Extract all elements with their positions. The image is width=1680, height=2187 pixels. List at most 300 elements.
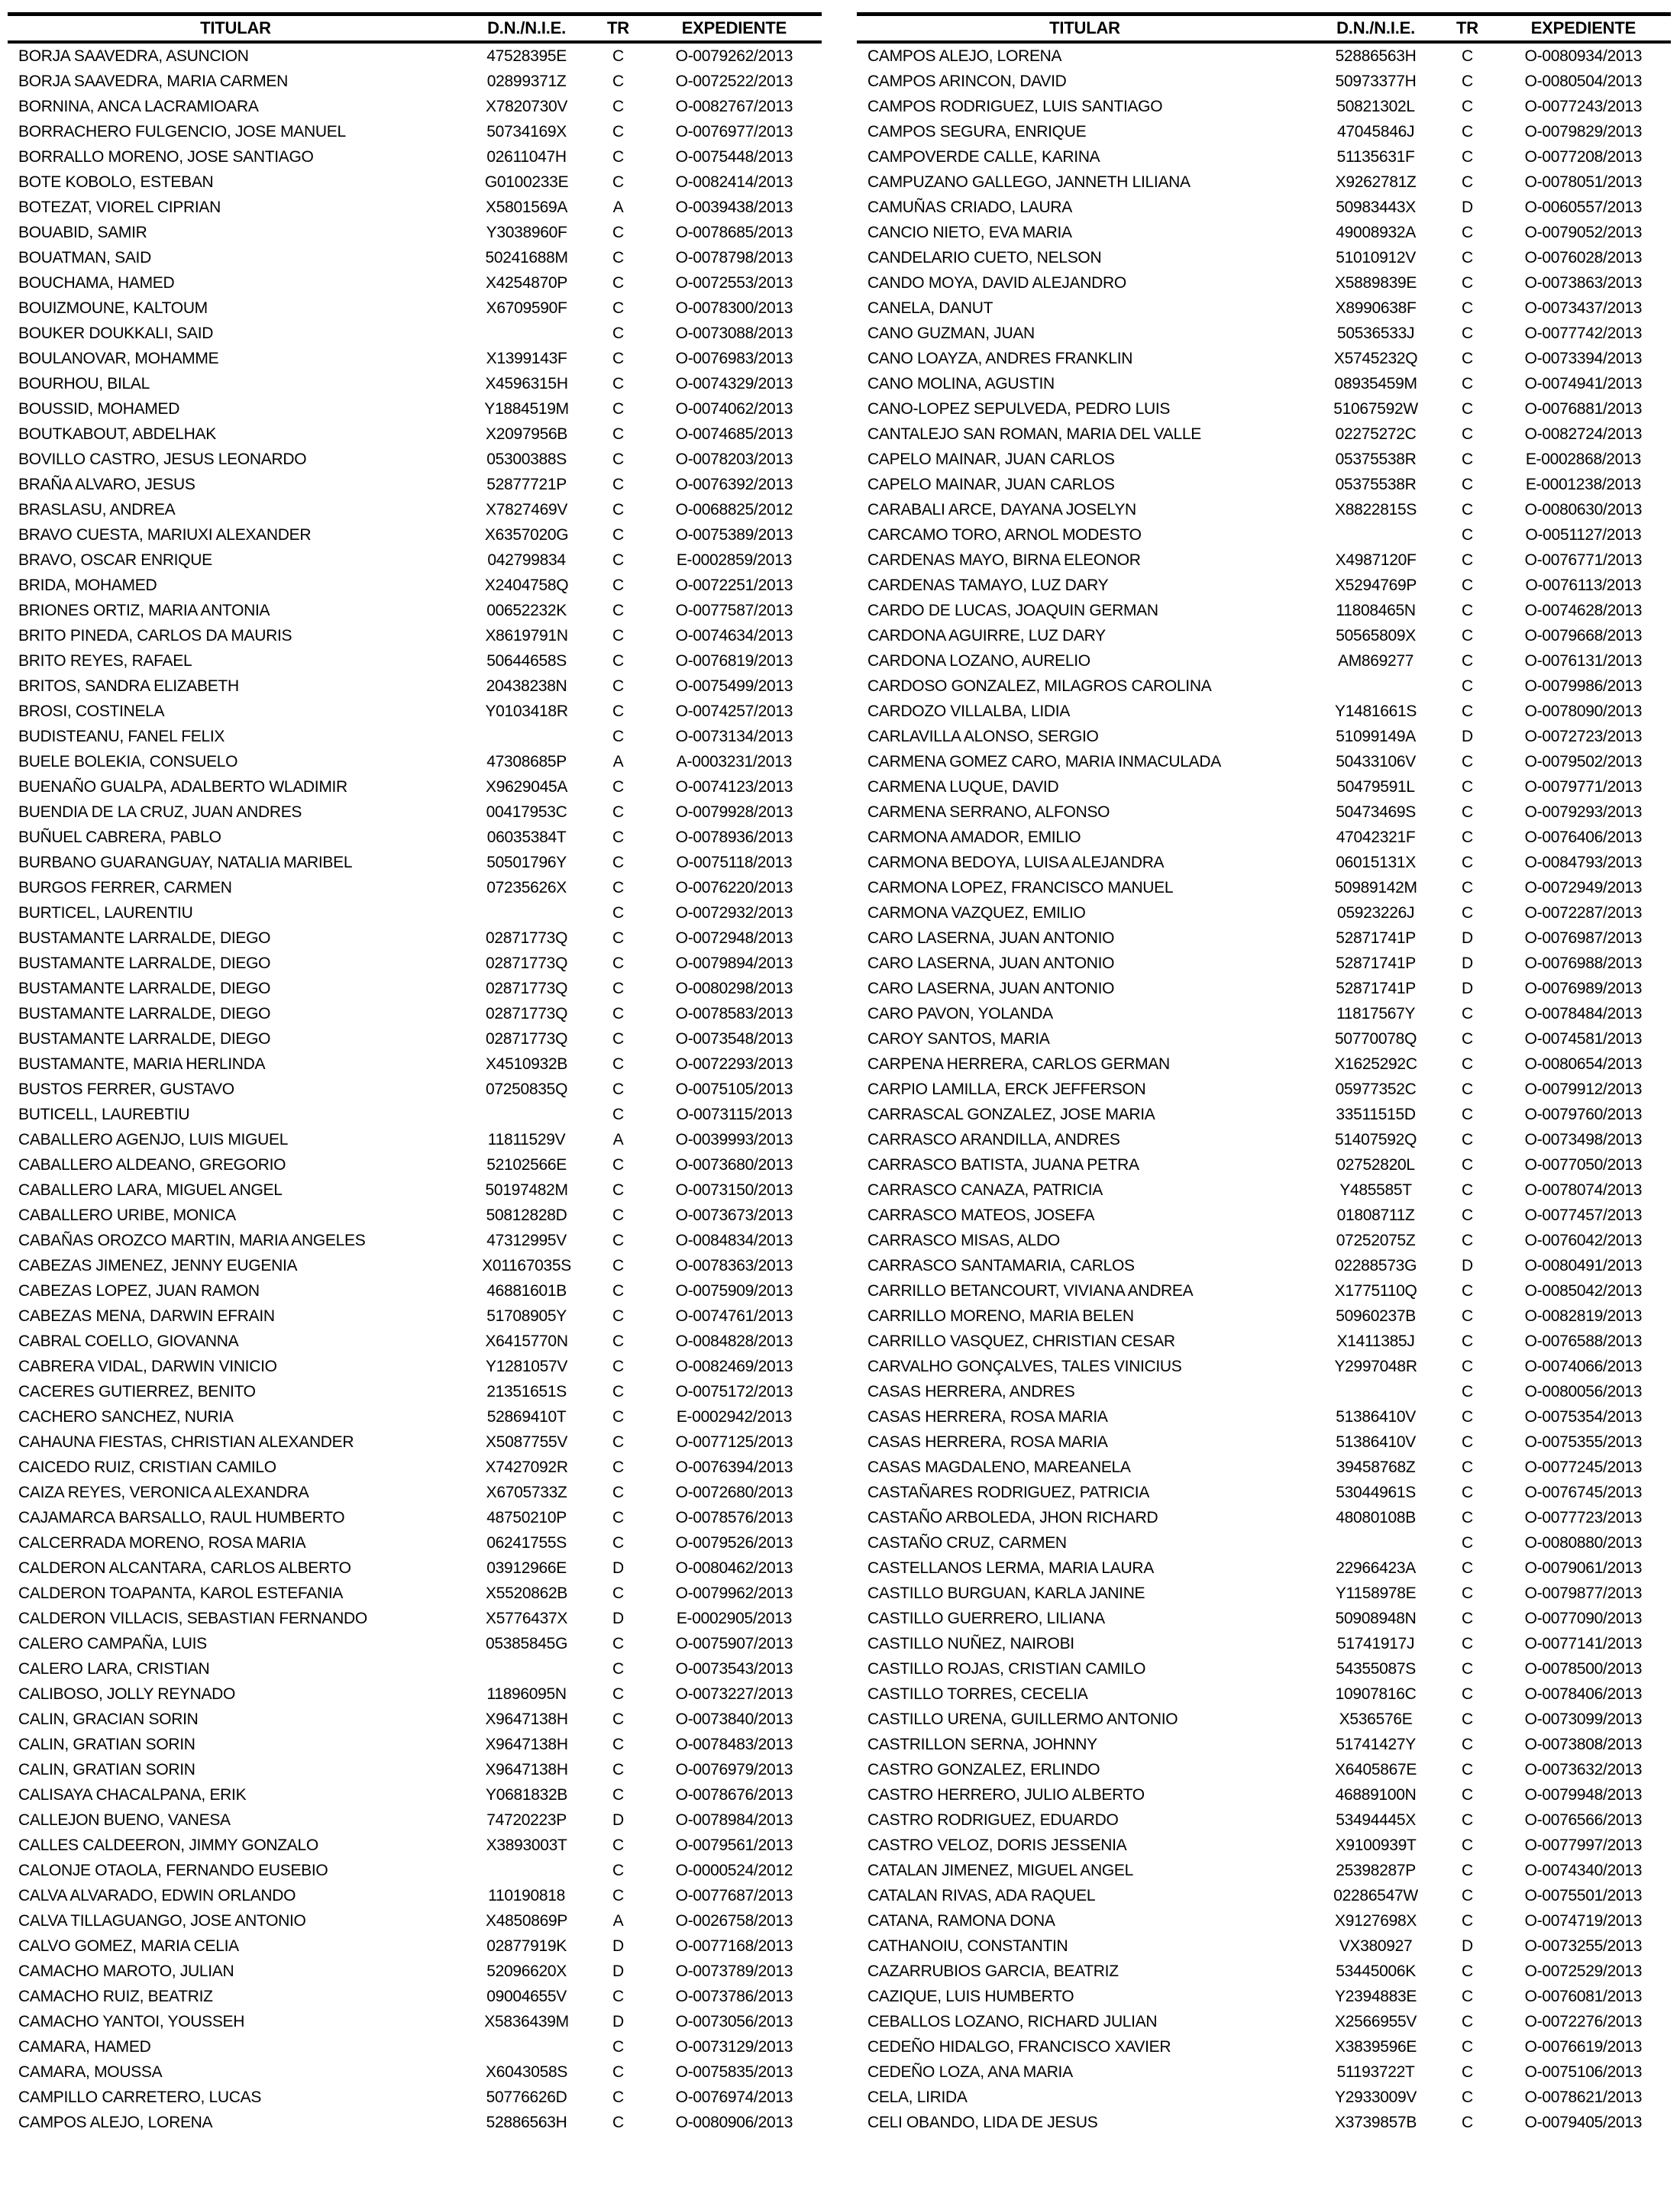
cell-titular: CARMENA GOMEZ CARO, MARIA INMACULADA bbox=[867, 752, 1221, 770]
cell-titular: CARDO DE LUCAS, JOAQUIN GERMAN bbox=[867, 601, 1158, 619]
cell-dni-nie: X6405867E bbox=[1335, 1760, 1417, 1778]
cell-expediente: O-0073129/2013 bbox=[675, 2037, 793, 2056]
cell-tr: C bbox=[612, 929, 624, 947]
cell-titular: BOTE KOBOLO, ESTEBAN bbox=[18, 173, 214, 191]
cell-titular: BRASLASU, ANDREA bbox=[18, 500, 176, 518]
table-row bbox=[8, 1707, 822, 1732]
header-row bbox=[8, 15, 822, 43]
cell-dni-nie: 52871741P bbox=[1336, 954, 1416, 972]
table-row bbox=[8, 648, 822, 674]
cell-tr: C bbox=[612, 500, 624, 518]
cell-tr: C bbox=[1462, 147, 1473, 166]
cell-tr: C bbox=[1462, 2012, 1473, 2030]
cell-tr: C bbox=[1462, 299, 1473, 317]
cell-expediente: O-0076042/2013 bbox=[1524, 1231, 1643, 1249]
cell-tr: C bbox=[612, 147, 624, 166]
cell-titular: CANCIO NIETO, EVA MARIA bbox=[867, 223, 1072, 241]
cell-titular: CAMACHO RUIZ, BEATRIZ bbox=[18, 1987, 213, 2005]
cell-titular: CALDERON ALCANTARA, CARLOS ALBERTO bbox=[18, 1559, 351, 1577]
cell-expediente: O-0073056/2013 bbox=[675, 2012, 793, 2030]
cell-expediente: O-0074685/2013 bbox=[675, 425, 793, 443]
cell-dni-nie: Y1884519M bbox=[484, 399, 569, 418]
cell-dni-nie: X9100939T bbox=[1335, 1836, 1417, 1854]
cell-expediente: O-0075118/2013 bbox=[676, 853, 793, 871]
table-row bbox=[8, 1530, 822, 1555]
cell-titular: BURTICEL, LAURENTIU bbox=[18, 903, 193, 922]
cell-tr: C bbox=[612, 1634, 624, 1652]
cell-expediente: O-0076394/2013 bbox=[675, 1458, 793, 1476]
table-row bbox=[857, 1707, 1671, 1732]
cell-expediente: O-0079829/2013 bbox=[1524, 122, 1643, 141]
cell-dni-nie: 05977352C bbox=[1335, 1080, 1417, 1098]
cell-titular: CAMPILLO CARRETERO, LUCAS bbox=[18, 2088, 262, 2106]
cell-dni-nie bbox=[1313, 1379, 1439, 1404]
cell-dni-nie: X9127698X bbox=[1335, 1911, 1417, 1930]
cell-tr: C bbox=[612, 1004, 624, 1022]
table-row bbox=[8, 1253, 822, 1278]
cell-titular: CASTAÑO CRUZ, CARMEN bbox=[867, 1533, 1067, 1552]
cell-dni-nie: 50433106V bbox=[1336, 752, 1416, 770]
cell-tr: C bbox=[612, 1987, 624, 2005]
cell-expediente: O-0075389/2013 bbox=[675, 525, 793, 544]
cell-titular: CELA, LIRIDA bbox=[867, 2088, 968, 2106]
cell-tr: C bbox=[612, 702, 624, 720]
cell-expediente: O-0072723/2013 bbox=[1524, 727, 1643, 745]
cell-expediente: O-0060557/2013 bbox=[1524, 198, 1643, 216]
cell-tr: C bbox=[1462, 1533, 1473, 1552]
cell-tr: C bbox=[1462, 72, 1473, 90]
cell-titular: CAMPOS ALEJO, LORENA bbox=[867, 47, 1062, 65]
table-row bbox=[857, 1052, 1671, 1077]
table-row bbox=[857, 1807, 1671, 1833]
cell-tr: C bbox=[612, 97, 624, 115]
cell-tr: C bbox=[612, 576, 624, 594]
cell-tr: C bbox=[1462, 2113, 1473, 2131]
cell-expediente: O-0078483/2013 bbox=[675, 1735, 793, 1753]
cell-tr: C bbox=[1462, 1105, 1473, 1123]
cell-titular: CALVO GOMEZ, MARIA CELIA bbox=[18, 1937, 239, 1955]
cell-dni-nie: G0100233E bbox=[484, 173, 569, 191]
cell-titular: CABALLERO URIBE, MONICA bbox=[18, 1206, 236, 1224]
table-row bbox=[8, 1152, 822, 1177]
cell-tr: C bbox=[1462, 47, 1473, 65]
cell-tr: C bbox=[612, 1281, 624, 1300]
cell-tr: C bbox=[612, 374, 624, 392]
cell-titular: CARPENA HERRERA, CARLOS GERMAN bbox=[867, 1055, 1170, 1073]
column-header-dni-nie: D.N./N.I.E. bbox=[1313, 15, 1439, 43]
cell-dni-nie: X3839596E bbox=[1335, 2037, 1417, 2056]
cell-expediente: O-0076988/2013 bbox=[1524, 954, 1643, 972]
cell-titular: CASTAÑO ARBOLEDA, JHON RICHARD bbox=[867, 1508, 1158, 1526]
cell-titular: CARVALHO GONÇALVES, TALES VINICIUS bbox=[867, 1357, 1182, 1375]
cell-dni-nie: 49008932A bbox=[1336, 223, 1416, 241]
cell-tr: C bbox=[1462, 1609, 1473, 1627]
cell-dni-nie: 50501796Y bbox=[486, 853, 567, 871]
cell-dni-nie: X7827469V bbox=[486, 500, 568, 518]
table-row bbox=[857, 321, 1671, 346]
cell-tr: C bbox=[1462, 576, 1473, 594]
cell-titular: CASTILLO TORRES, CECELIA bbox=[867, 1685, 1088, 1703]
table-row bbox=[8, 422, 822, 447]
table-row bbox=[8, 497, 822, 522]
cell-titular: CAJAMARCA BARSALLO, RAUL HUMBERTO bbox=[18, 1508, 345, 1526]
cell-expediente: O-0076392/2013 bbox=[675, 475, 793, 493]
cell-titular: BOTEZAT, VIOREL CIPRIAN bbox=[18, 198, 221, 216]
cell-titular: CAICEDO RUIZ, CRISTIAN CAMILO bbox=[18, 1458, 276, 1476]
cell-expediente: O-0080462/2013 bbox=[675, 1559, 793, 1577]
table-row bbox=[857, 1429, 1671, 1455]
cell-titular: CANDO MOYA, DAVID ALEJANDRO bbox=[867, 273, 1126, 292]
cell-expediente: O-0076974/2013 bbox=[675, 2088, 793, 2106]
cell-dni-nie: X6705733Z bbox=[486, 1483, 567, 1501]
table-row bbox=[8, 926, 822, 951]
table-row bbox=[8, 573, 822, 598]
table-row bbox=[8, 1026, 822, 1052]
table-row bbox=[857, 422, 1671, 447]
cell-tr: C bbox=[1462, 349, 1473, 367]
cell-dni-nie: 50908948N bbox=[1335, 1609, 1417, 1627]
cell-dni-nie: Y3038960F bbox=[486, 223, 567, 241]
cell-dni-nie: 01808711Z bbox=[1336, 1206, 1415, 1224]
cell-tr: C bbox=[612, 122, 624, 141]
cell-titular: CARO LASERNA, JUAN ANTONIO bbox=[867, 929, 1115, 947]
table-row bbox=[857, 396, 1671, 422]
cell-tr: C bbox=[612, 1735, 624, 1753]
cell-expediente: O-0084834/2013 bbox=[675, 1231, 793, 1249]
cell-titular: CARO PAVON, YOLANDA bbox=[867, 1004, 1053, 1022]
cell-expediente: O-0078984/2013 bbox=[675, 1811, 793, 1829]
table-row bbox=[857, 245, 1671, 270]
table-row bbox=[857, 170, 1671, 195]
cell-tr: C bbox=[1462, 1407, 1473, 1426]
table-row bbox=[8, 94, 822, 119]
cell-titular: CARRASCO BATISTA, JUANA PETRA bbox=[867, 1155, 1139, 1174]
cell-tr: C bbox=[612, 2113, 624, 2131]
cell-tr: D bbox=[612, 1937, 624, 1955]
table-row bbox=[8, 1278, 822, 1303]
cell-tr: C bbox=[1462, 1458, 1473, 1476]
cell-expediente: O-0039438/2013 bbox=[675, 198, 793, 216]
cell-titular: CALONJE OTAOLA, FERNANDO EUSEBIO bbox=[18, 1861, 328, 1879]
column-header-tr: TR bbox=[590, 15, 647, 43]
table-row bbox=[8, 951, 822, 976]
cell-expediente: O-0075172/2013 bbox=[675, 1382, 793, 1400]
cell-titular: CASTAÑARES RODRIGUEZ, PATRICIA bbox=[867, 1483, 1150, 1501]
table-row bbox=[8, 674, 822, 699]
cell-dni-nie: VX380927 bbox=[1339, 1937, 1413, 1955]
cell-dni-nie bbox=[464, 1858, 590, 1883]
cell-dni-nie: X536576E bbox=[1339, 1710, 1413, 1728]
cell-tr: C bbox=[1462, 853, 1473, 871]
cell-tr: D bbox=[612, 1962, 624, 1980]
table-row bbox=[8, 220, 822, 245]
cell-expediente: O-0077243/2013 bbox=[1524, 97, 1643, 115]
cell-expediente: O-0073099/2013 bbox=[1524, 1710, 1643, 1728]
cell-expediente: O-0078500/2013 bbox=[1524, 1659, 1643, 1678]
cell-titular: CANTALEJO SAN ROMAN, MARIA DEL VALLE bbox=[867, 425, 1201, 443]
cell-tr: C bbox=[612, 1080, 624, 1098]
cell-dni-nie: 02288573G bbox=[1335, 1256, 1417, 1274]
cell-tr: D bbox=[1462, 1937, 1473, 1955]
cell-expediente: A-0003231/2013 bbox=[676, 752, 792, 770]
table-row bbox=[8, 1228, 822, 1253]
cell-expediente: O-0076566/2013 bbox=[1524, 1811, 1643, 1829]
table-row bbox=[8, 1203, 822, 1228]
cell-dni-nie: 52871741P bbox=[1336, 979, 1416, 997]
cell-tr: C bbox=[612, 551, 624, 569]
cell-dni-nie: 52886563H bbox=[486, 2113, 567, 2131]
table-row bbox=[8, 1833, 822, 1858]
table-row bbox=[8, 1505, 822, 1530]
cell-dni-nie: 47042321F bbox=[1336, 828, 1416, 846]
cell-tr: C bbox=[1462, 1584, 1473, 1602]
cell-dni-nie: X1625292C bbox=[1334, 1055, 1417, 1073]
table-row bbox=[857, 296, 1671, 321]
table-row bbox=[857, 1732, 1671, 1757]
cell-tr: C bbox=[612, 1055, 624, 1073]
cell-dni-nie: 02752820L bbox=[1336, 1155, 1415, 1174]
cell-expediente: O-0076881/2013 bbox=[1524, 399, 1643, 418]
cell-expediente: O-0078583/2013 bbox=[675, 1004, 793, 1022]
cell-expediente: O-0076745/2013 bbox=[1524, 1483, 1643, 1501]
cell-titular: CABAÑAS OROZCO MARTIN, MARIA ANGELES bbox=[18, 1231, 366, 1249]
table-row bbox=[857, 1228, 1671, 1253]
cell-tr: C bbox=[612, 1584, 624, 1602]
table-row bbox=[8, 1127, 822, 1152]
cell-tr: C bbox=[1462, 173, 1473, 191]
cell-titular: CANELA, DANUT bbox=[867, 299, 993, 317]
cell-dni-nie: X4510932B bbox=[486, 1055, 568, 1073]
cell-titular: CANO LOAYZA, ANDRES FRANKLIN bbox=[867, 349, 1133, 367]
cell-tr: C bbox=[1462, 525, 1473, 544]
cell-titular: CARRASCO CANAZA, PATRICIA bbox=[867, 1181, 1103, 1199]
cell-tr: D bbox=[1462, 1256, 1473, 1274]
table-row bbox=[857, 1757, 1671, 1782]
cell-dni-nie: 50197482M bbox=[485, 1181, 568, 1199]
table-row bbox=[8, 1732, 822, 1757]
cell-titular: BOUSSID, MOHAMED bbox=[18, 399, 180, 418]
cell-expediente: O-0078406/2013 bbox=[1524, 1685, 1643, 1703]
table-row bbox=[857, 42, 1671, 69]
cell-dni-nie: 52869410T bbox=[486, 1407, 567, 1426]
cell-dni-nie: X8822815S bbox=[1335, 500, 1417, 518]
cell-titular: CAMACHO MAROTO, JULIAN bbox=[18, 1962, 234, 1980]
table-row bbox=[8, 1077, 822, 1102]
cell-expediente: O-0078074/2013 bbox=[1524, 1181, 1643, 1199]
cell-tr: C bbox=[612, 1155, 624, 1174]
cell-dni-nie: 50565809X bbox=[1336, 626, 1416, 644]
cell-titular: BRITO REYES, RAFAEL bbox=[18, 651, 192, 670]
table-row bbox=[8, 800, 822, 825]
cell-dni-nie: 02899371Z bbox=[486, 72, 567, 90]
cell-tr: C bbox=[1462, 1080, 1473, 1098]
cell-dni-nie: 50734169X bbox=[486, 122, 567, 141]
cell-dni-nie: X5294769P bbox=[1335, 576, 1417, 594]
cell-dni-nie: 02871773Q bbox=[486, 1004, 568, 1022]
table-row bbox=[8, 1984, 822, 2009]
table-row bbox=[8, 1354, 822, 1379]
cell-tr: C bbox=[1462, 1004, 1473, 1022]
cell-expediente: O-0079962/2013 bbox=[675, 1584, 793, 1602]
table-row bbox=[8, 1429, 822, 1455]
table-row bbox=[857, 1127, 1671, 1152]
cell-expediente: O-0072287/2013 bbox=[1524, 903, 1643, 922]
cell-titular: CARABALI ARCE, DAYANA JOSELYN bbox=[867, 500, 1136, 518]
cell-tr: C bbox=[612, 1307, 624, 1325]
cell-expediente: O-0073808/2013 bbox=[1524, 1735, 1643, 1753]
cell-tr: C bbox=[1462, 122, 1473, 141]
table-row bbox=[857, 1102, 1671, 1127]
cell-expediente: O-0000524/2012 bbox=[675, 1861, 793, 1879]
cell-dni-nie: 48750210P bbox=[486, 1508, 567, 1526]
cell-titular: CACHERO SANCHEZ, NURIA bbox=[18, 1407, 234, 1426]
cell-dni-nie: 54355087S bbox=[1336, 1659, 1416, 1678]
cell-dni-nie: Y0103418R bbox=[485, 702, 568, 720]
cell-expediente: O-0074581/2013 bbox=[1524, 1029, 1643, 1048]
cell-titular: CALVA ALVARADO, EDWIN ORLANDO bbox=[18, 1886, 296, 1904]
cell-expediente: O-0079912/2013 bbox=[1524, 1080, 1643, 1098]
table-row bbox=[8, 850, 822, 875]
cell-titular: BOUATMAN, SAID bbox=[18, 248, 151, 267]
cell-titular: BUSTAMANTE LARRALDE, DIEGO bbox=[18, 929, 271, 947]
cell-titular: BROSI, COSTINELA bbox=[18, 702, 165, 720]
cell-dni-nie: X6709590F bbox=[486, 299, 567, 317]
cell-expediente: O-0084828/2013 bbox=[675, 1332, 793, 1350]
cell-expediente: O-0078203/2013 bbox=[675, 450, 793, 468]
table-row bbox=[8, 623, 822, 648]
table-row bbox=[8, 699, 822, 724]
cell-titular: CARRASCO MISAS, ALDO bbox=[867, 1231, 1060, 1249]
cell-expediente: O-0078363/2013 bbox=[675, 1256, 793, 1274]
cell-tr: C bbox=[612, 248, 624, 267]
cell-expediente: O-0080298/2013 bbox=[675, 979, 793, 997]
cell-dni-nie bbox=[1313, 1530, 1439, 1555]
cell-expediente: O-0074062/2013 bbox=[675, 399, 793, 418]
cell-tr: A bbox=[612, 1130, 624, 1148]
cell-dni-nie: Y2394883E bbox=[1335, 1987, 1417, 2005]
cell-expediente: O-0073437/2013 bbox=[1524, 299, 1643, 317]
cell-titular: CAPELO MAINAR, JUAN CARLOS bbox=[867, 475, 1115, 493]
cell-tr: C bbox=[1462, 425, 1473, 443]
cell-titular: BURGOS FERRER, CARMEN bbox=[18, 878, 232, 896]
cell-titular: CALISAYA CHACALPANA, ERIK bbox=[18, 1785, 247, 1804]
cell-titular: CALERO LARA, CRISTIAN bbox=[18, 1659, 210, 1678]
cell-expediente: O-0076588/2013 bbox=[1524, 1332, 1643, 1350]
cell-tr: C bbox=[612, 1710, 624, 1728]
cell-titular: BOUTKABOUT, ABDELHAK bbox=[18, 425, 216, 443]
cell-expediente: O-0072251/2013 bbox=[675, 576, 793, 594]
cell-tr: C bbox=[1462, 1886, 1473, 1904]
cell-titular: BRAVO CUESTA, MARIUXI ALEXANDER bbox=[18, 525, 312, 544]
cell-dni-nie: 110190818 bbox=[488, 1886, 565, 1904]
cell-tr: C bbox=[612, 979, 624, 997]
cell-tr: C bbox=[612, 273, 624, 292]
cell-expediente: O-0082469/2013 bbox=[675, 1357, 793, 1375]
cell-tr: C bbox=[612, 1659, 624, 1678]
cell-dni-nie: 06035384T bbox=[486, 828, 567, 846]
cell-expediente: O-0079877/2013 bbox=[1524, 1584, 1643, 1602]
table-row bbox=[857, 1883, 1671, 1908]
cell-expediente: O-0072276/2013 bbox=[1524, 2012, 1643, 2030]
table-row bbox=[857, 1152, 1671, 1177]
cell-tr: C bbox=[612, 2063, 624, 2081]
cell-titular: CARMONA VAZQUEZ, EMILIO bbox=[867, 903, 1086, 922]
cell-titular: CASTILLO ROJAS, CRISTIAN CAMILO bbox=[867, 1659, 1146, 1678]
table-row bbox=[857, 2034, 1671, 2059]
cell-tr: C bbox=[612, 1483, 624, 1501]
table-row bbox=[857, 497, 1671, 522]
table-row bbox=[857, 1656, 1671, 1681]
table-row bbox=[8, 1807, 822, 1833]
cell-tr: C bbox=[1462, 551, 1473, 569]
cell-tr: C bbox=[1462, 1508, 1473, 1526]
cell-expediente: O-0082724/2013 bbox=[1524, 425, 1643, 443]
cell-titular: CAMACHO YANTOI, YOUSSEH bbox=[18, 2012, 245, 2030]
cell-dni-nie: X8619791N bbox=[485, 626, 568, 644]
cell-expediente: O-0076220/2013 bbox=[675, 878, 793, 896]
table-row bbox=[857, 346, 1671, 371]
cell-titular: CATALAN JIMENEZ, MIGUEL ANGEL bbox=[867, 1861, 1133, 1879]
cell-tr: C bbox=[612, 1836, 624, 1854]
right-table-header bbox=[857, 15, 1671, 43]
cell-titular: CASAS HERRERA, ROSA MARIA bbox=[867, 1433, 1108, 1451]
table-row bbox=[857, 1606, 1671, 1631]
cell-expediente: O-0078484/2013 bbox=[1524, 1004, 1643, 1022]
cell-dni-nie: 47312995V bbox=[486, 1231, 567, 1249]
cell-titular: CABALLERO ALDEANO, GREGORIO bbox=[18, 1155, 286, 1174]
cell-expediente: O-0077997/2013 bbox=[1524, 1836, 1643, 1854]
cell-titular: CASTILLO URENA, GUILLERMO ANTONIO bbox=[867, 1710, 1178, 1728]
cell-titular: BUENAÑO GUALPA, ADALBERTO WLADIMIR bbox=[18, 777, 347, 796]
table-row bbox=[857, 270, 1671, 296]
table-row bbox=[8, 371, 822, 396]
cell-dni-nie: X1775110Q bbox=[1334, 1281, 1417, 1300]
cell-dni-nie: X9647138H bbox=[485, 1760, 568, 1778]
cell-titular: CARMENA LUQUE, DAVID bbox=[867, 777, 1059, 796]
cell-dni-nie: 11811529V bbox=[487, 1130, 566, 1148]
table-row bbox=[857, 976, 1671, 1001]
cell-titular: CASTRO VELOZ, DORIS JESSENIA bbox=[867, 1836, 1127, 1854]
cell-titular: CABRERA VIDAL, DARWIN VINICIO bbox=[18, 1357, 277, 1375]
cell-dni-nie: X5520862B bbox=[486, 1584, 568, 1602]
cell-dni-nie: 06241755S bbox=[486, 1533, 567, 1552]
cell-dni-nie bbox=[464, 2034, 590, 2059]
cell-titular: CAMARA, HAMED bbox=[18, 2037, 151, 2056]
cell-titular: CARDOSO GONZALEZ, MILAGROS CAROLINA bbox=[867, 677, 1212, 695]
cell-expediente: O-0076131/2013 bbox=[1524, 651, 1643, 670]
cell-titular: CAMPOVERDE CALLE, KARINA bbox=[867, 147, 1100, 166]
cell-titular: CARDONA LOZANO, AURELIO bbox=[867, 651, 1090, 670]
table-row bbox=[857, 2059, 1671, 2085]
cell-tr: D bbox=[1462, 954, 1473, 972]
cell-expediente: O-0074340/2013 bbox=[1524, 1861, 1643, 1879]
table-row bbox=[857, 522, 1671, 548]
cell-tr: C bbox=[1462, 1181, 1473, 1199]
table-row bbox=[8, 472, 822, 497]
cell-titular: CARMENA SERRANO, ALFONSO bbox=[867, 803, 1110, 821]
cell-expediente: O-0077168/2013 bbox=[675, 1937, 793, 1955]
table-row bbox=[857, 1833, 1671, 1858]
cell-tr: C bbox=[1462, 1710, 1473, 1728]
cell-expediente: O-0072949/2013 bbox=[1524, 878, 1643, 896]
table-row bbox=[857, 472, 1671, 497]
table-row bbox=[8, 396, 822, 422]
table-row bbox=[857, 951, 1671, 976]
cell-tr: D bbox=[612, 1559, 624, 1577]
cell-tr: D bbox=[1462, 198, 1473, 216]
cell-dni-nie: 05375538R bbox=[1335, 475, 1417, 493]
cell-tr: C bbox=[612, 173, 624, 191]
